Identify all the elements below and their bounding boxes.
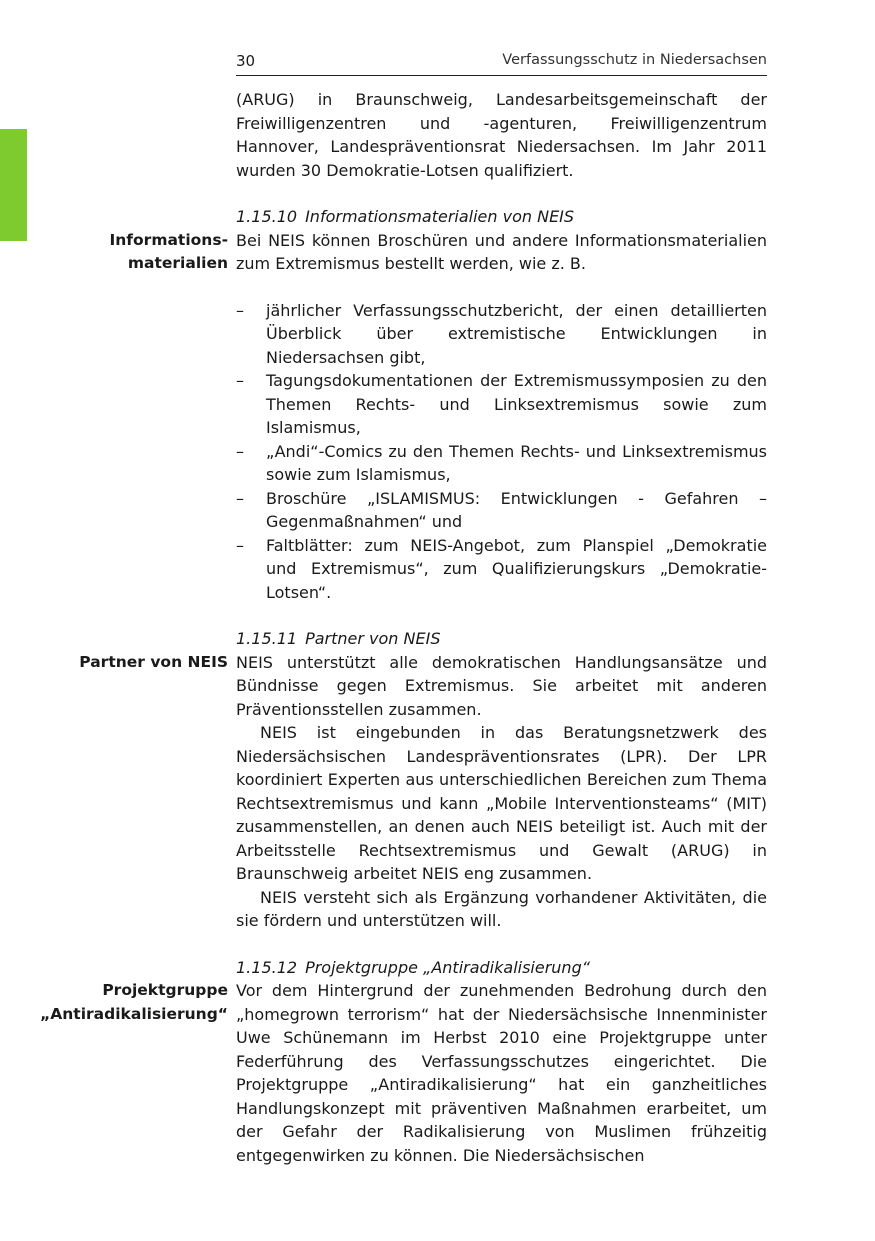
margin-note-partner: Partner von NEIS xyxy=(79,652,228,671)
section-heading-1-15-10 xyxy=(236,205,767,229)
margin-note-informationsmaterialien: Informations- materialien xyxy=(109,230,228,272)
section-title: Partner von NEIS xyxy=(305,629,441,648)
section-title: Projektgruppe „Antiradikalisierung“ xyxy=(305,957,591,977)
partner-paragraph-3: NEIS versteht sich als Ergänzung vorhandener Aktivitäten, die sie fördern und unterstützen will. xyxy=(236,887,767,930)
list-item: – Broschüre „ISLAMISMUS: Entwicklungen - Gefahren – Gegenmaßnahmen“ und xyxy=(236,488,767,531)
chapter-tab-marker xyxy=(0,129,27,241)
margin-note-projektgruppe: Projektgruppe „Antiradikalisierung“ xyxy=(40,981,228,1023)
section-title: Informationsmaterialien von NEIS xyxy=(305,207,575,226)
informationsmaterialien-paragraph: Informations- materialien Bei NEIS können Broschüren und andere Informationsmaterialien zum Extremismus bestellt werden, wie z. B. xyxy=(236,229,767,276)
section-number: 1.15.10 xyxy=(236,207,298,226)
list-item: – Faltblätter: zum NEIS-Angebot, zum Planspiel „Demokratie und Extremismus“, zum Qualifizierungskurs „Demokratie-Lotsen“. xyxy=(236,535,767,602)
running-title: Verfassungsschutz in Niedersachsen xyxy=(502,52,767,68)
materials-list xyxy=(236,299,767,605)
intro-paragraph: (ARUG) in Braunschweig, Landesarbeitsgemeinschaft der Freiwilligenzentren und -agenturen, Freiwilligenzentrum Hannover, Landespräventionsrat Niedersachsen. Im Jahr 2011 wurden 30 Demokratie-Lotsen qualifiziert. xyxy=(236,90,767,180)
list-item: – jährlicher Verfassungsschutzbericht, der einen detaillierten Überblick über extremistische Entwicklungen in Niedersachsen gibt, xyxy=(236,300,767,367)
page-number: 30 xyxy=(236,52,256,70)
projektgruppe-paragraph: Projektgruppe „Antiradikalisierung“ Vor dem Hintergrund der zunehmenden Bedrohung durch den „homegrown terrorism“ hat der Niedersächsische Innenminister Uwe Schünemann im Herbst 2010 eine Projektgruppe unter Federführung des Verfassungsschutzes eingerichtet. Die Projektgruppe „Antiradikalisierung“ hat ein ganzheitliches Handlungskonzept mit präventiven Maßnahmen erarbeitet, um der Gefahr der Radikalisierung von Muslimen frühzeitig entgegenwirken zu können. Die Niedersächsischen xyxy=(236,979,767,1167)
partner-paragraph-2: NEIS ist eingebunden in das Beratungsnetzwerk des Niedersächsischen Landespräventionsrates (LPR). Der LPR koordiniert Experten aus unterschiedlichen Bereichen zum Thema Rechtsextremismus und kann „Mobile Interventionsteams“ (MIT) zusammenstellen, an denen auch NEIS beteiligt ist. Auch mit der Arbeitsstelle Rechtsextremismus und Gewalt (ARUG) in Braunschweig arbeitet NEIS eng zusammen. xyxy=(236,723,767,883)
partner-paragraph-1: Partner von NEIS NEIS unterstützt alle demokratischen Handlungsansätze und Bündnisse gegen Extremismus. Sie arbeitet mit anderen Präventionsstellen zusammen. xyxy=(236,651,767,722)
list-item: – Tagungsdokumentationen der Extremismussymposien zu den Themen Rechts- und Linksextremismus sowie zum Islamismus, xyxy=(236,371,767,437)
main-text-column xyxy=(40,88,767,1167)
section-heading-1-15-11 xyxy=(236,627,767,651)
section-heading-1-15-12 xyxy=(236,956,767,980)
section-number: 1.15.12 xyxy=(236,957,298,977)
list-item: – „Andi“-Comics zu den Themen Rechts- und Linksextremismus sowie zum Islamismus, xyxy=(236,441,767,484)
page-header xyxy=(236,50,767,76)
section-number: 1.15.11 xyxy=(236,629,298,648)
